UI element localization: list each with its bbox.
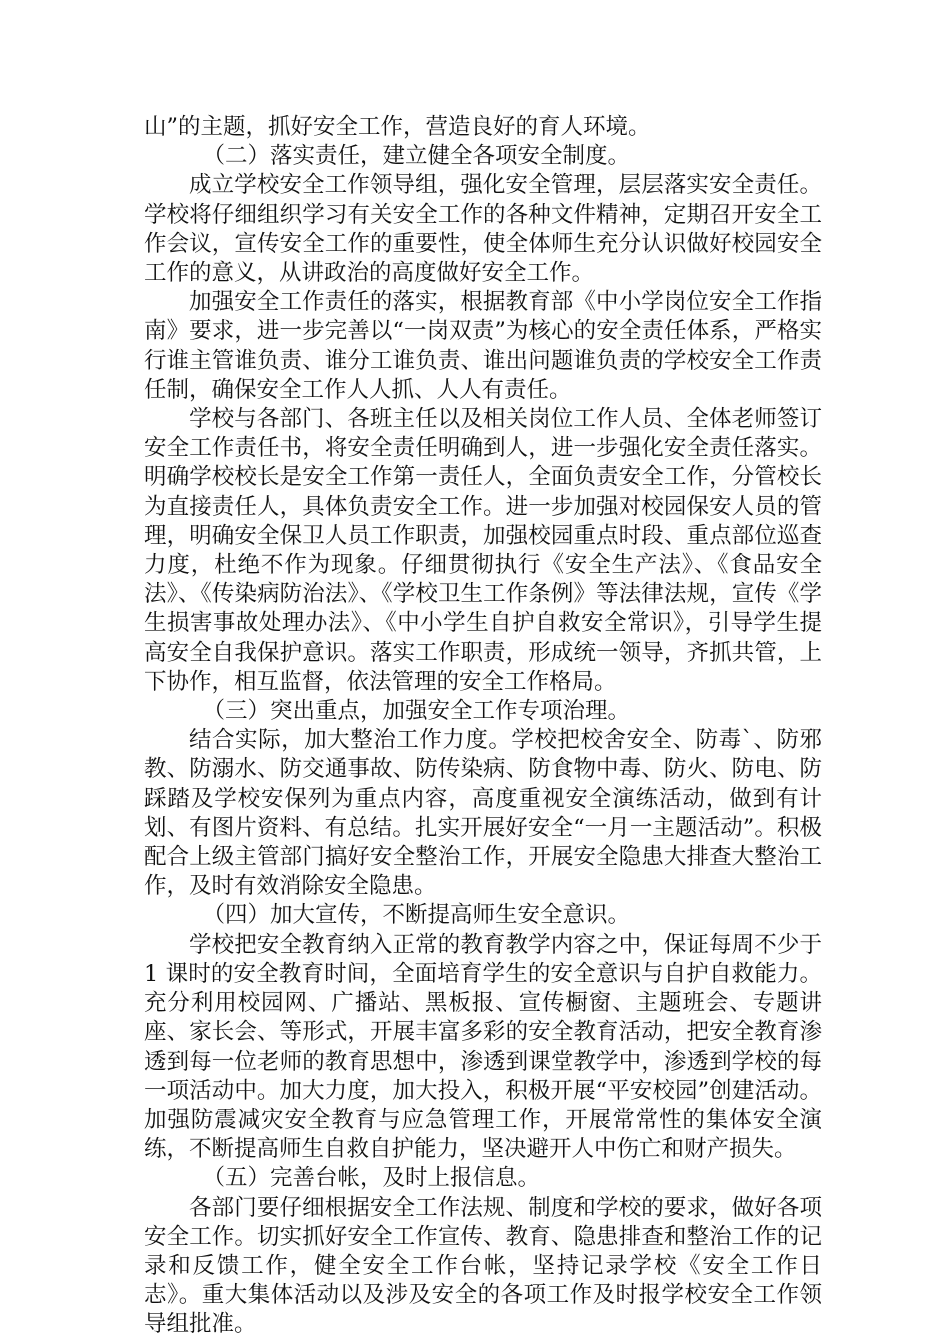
section-heading-4: （四）加大宣传，不断提高师生安全意识。 — [202, 902, 631, 929]
paragraph: 学校把安全教育纳入正常的教育教学内容之中，保证每周不少于1 课时的安全教育时间，全面培育学生的安全意识与自护自救能力。充分利用校园网、广播站、黑板报、宣传橱窗、主题班会、专题讲座、家长会、等形式，开展丰富多彩的安全教育活动，把安全教育渗透到每一位老师的教育思想中，渗透到课堂教学中，渗透到学校的每一项活动中。加大力度，加大投入，积极开展“平安校园”创建活动。加强防震减灾安全教育与应急管理工作，开展常常性的集体安全演练，不断提高师生自救自护能力，坚决避开人中伤亡和财产损失。 — [144, 931, 822, 1163]
paragraph: 加强安全工作责任的落实，根据教育部《中小学岗位安全工作指南》要求，进一步完善以“一岗双责”为核心的安全责任体系，严格实行谁主管谁负责、谁分工谁负责、谁出问题谁负责的学校安全工作责任制，确保安全工作人人抓、人人有责任。 — [144, 289, 822, 403]
section-heading-2: （二）落实责任，建立健全各项安全制度。 — [202, 143, 631, 170]
paragraph: 结合实际，加大整治工作力度。学校把校舍安全、防毒`、防邪教、防溺水、防交通事故、防传染病、防食物中毒、防火、防电、防踩踏及学校安保列为重点内容，高度重视安全演练活动，做到有计划、有图片资料、有总结。扎实开展好安全“一月一主题活动”。积极配合上级主管部门搞好安全整治工作，开展安全隐患大排查大整治工作，及时有效消除安全隐患。 — [144, 727, 822, 900]
section-heading-5: （五）完善台帐，及时上报信息。 — [202, 1165, 541, 1192]
document-body — [144, 113, 822, 1340]
paragraph: 成立学校安全工作领导组，强化安全管理，层层落实安全责任。学校将仔细组织学习有关安全工作的各种文件精神，定期召开安全工作会议，宣传安全工作的重要性，使全体师生充分认识做好校园安全工作的意义，从讲政治的高度做好安全工作。 — [144, 172, 822, 287]
paragraph: 各部门要仔细根据安全工作法规、制度和学校的要求，做好各项安全工作。切实抓好安全工作宣传、教育、隐患排查和整治工作的记录和反馈工作，健全安全工作台帐，坚持记录学校《安全工作日志》。重大集体活动以及涉及安全的各项工作及时报学校安全工作领导组批准。 — [144, 1194, 822, 1338]
paragraph: 学校与各部门、各班主任以及相关岗位工作人员、全体老师签订安全工作责任书，将安全责任明确到人，进一步强化安全责任落实。明确学校校长是安全工作第一责任人，全面负责安全工作，分管校长为直接责任人，具体负责安全工作。进一步加强对校园保安人员的管理，明确安全保卫人员工作职责，加强校园重点时段、重点部位巡查力度，杜绝不作为现象。仔细贯彻执行《安全生产法》、《食品安全法》、《传染病防治法》、《学校卫生工作条例》等法律法规，宣传《学生损害事故处理办法》、《中小学生自护自救安全常识》，引导学生提高安全自我保护意识。落实工作职责，形成统一领导，齐抓共管，上下协作，相互监督，依法管理的安全工作格局。 — [144, 406, 822, 695]
section-heading-3: （三）突出重点，加强安全工作专项治理。 — [202, 698, 631, 725]
paragraph-continued: 山”的主题，抓好安全工作，营造良好的育人环境。 — [144, 114, 651, 140]
